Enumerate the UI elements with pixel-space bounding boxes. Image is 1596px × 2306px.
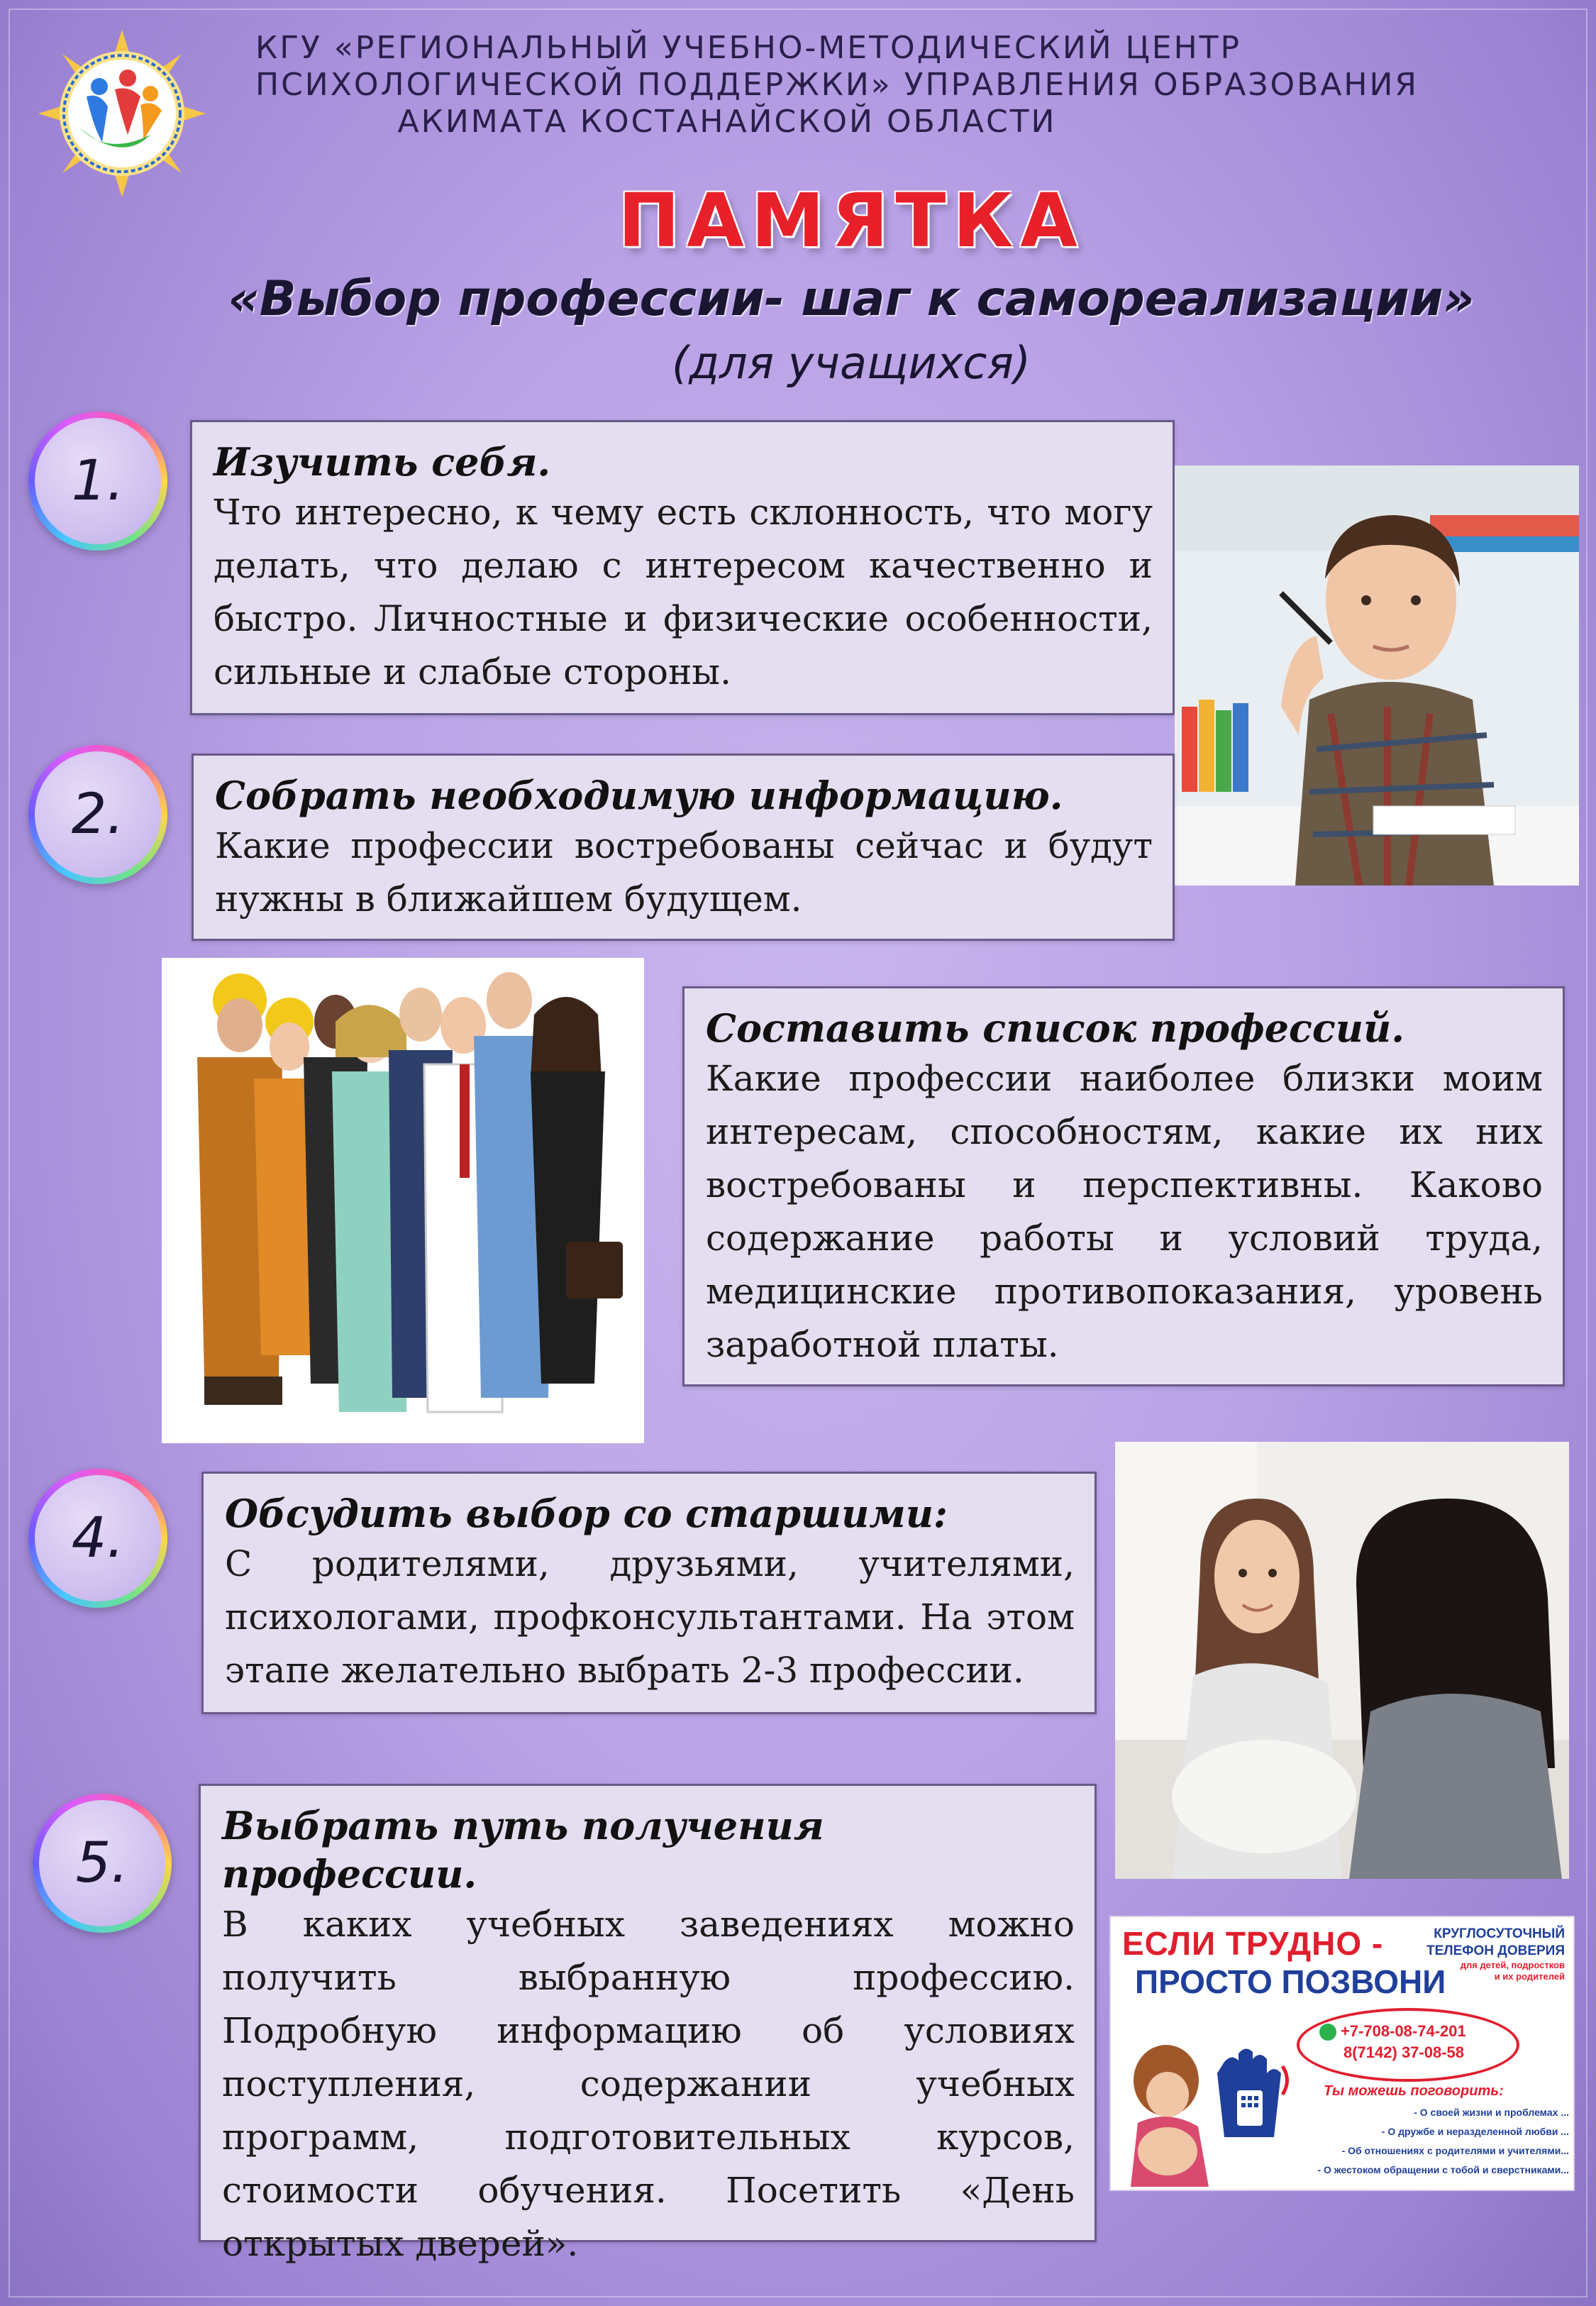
girls-talking-photo	[1115, 1442, 1569, 1879]
step-1-title: Изучить себя.	[214, 439, 551, 485]
step-5-number: 5.	[75, 1831, 129, 1895]
helpline-side-3: для детей, подростков	[1460, 1960, 1565, 1970]
step-2-title: Собрать необходимую информацию.	[215, 773, 1063, 818]
step-2-box	[192, 754, 1175, 941]
helpline-topic-1: - О своей жизни и проблемах ...	[1414, 2107, 1569, 2118]
step-3-box	[682, 986, 1565, 1386]
helpline-topic-4: - О жестоком обращении с тобой и сверстниками...	[1317, 2164, 1569, 2175]
step-2-number-badge	[28, 745, 167, 884]
step-5-text: В каких учебных заведениях можно получить выбранную профессию. Подробную информацию об условиях поступления, содержании учебных программ, подготовительных курсов, стоимости обучения. Посетить «День открытых дверей».	[222, 1904, 1075, 2264]
step-4-text: С родителями, друзьями, учителями, психологами, профконсультантами. На этом этапе желательно выбрать 2-3 профессии.	[225, 1543, 1075, 1691]
professions-group-photo	[162, 958, 644, 1443]
helpline-side-text	[1426, 1926, 1565, 1982]
helpline-headline-2: ПРОСТО ПОЗВОНИ	[1135, 1963, 1446, 2000]
step-1-text: Что интересно, к чему есть склонность, что могу делать, что делаю с интересом качественно и быстро. Личностные и физические особенности, сильные и слабые стороны.	[214, 492, 1153, 693]
org-line-2: ПСИХОЛОГИЧЕСКОЙ ПОДДЕРЖКИ» УПРАВЛЕНИЯ ОБРАЗОВАНИЯ	[255, 67, 1419, 103]
memo-audience: (для учащихся)	[672, 337, 1031, 389]
helpline-headline-1: ЕСЛИ ТРУДНО -	[1122, 1925, 1384, 1962]
step-4-title: Обсудить выбор со старшими:	[225, 1491, 948, 1536]
whatsapp-icon	[1319, 2024, 1336, 2041]
helpline-side-4: и их родителей	[1494, 1971, 1565, 1982]
helpline-phone-2: 8(7142) 37-08-58	[1343, 2043, 1465, 2061]
org-line-3: АКИМАТА КОСТАНАЙСКОЙ ОБЛАСТИ	[397, 104, 1057, 140]
helpline-topic-3: - Об отношениях с родителями и учителями...	[1341, 2145, 1569, 2156]
step-2-text: Какие профессии востребованы сейчас и будут нужны в ближайшем будущем.	[215, 825, 1153, 920]
organization-name	[255, 30, 1419, 140]
helpline-topics	[1231, 2103, 1569, 2180]
phone-numbers-bubble	[1297, 2008, 1519, 2082]
step-4-number-badge	[28, 1469, 167, 1608]
step-1-box	[190, 420, 1175, 715]
helpline-side-1: КРУГЛОСУТОЧНЫЙ	[1434, 1926, 1565, 1941]
helpline-topic-2: - О дружбе и неразделенной любви ...	[1381, 2126, 1569, 2137]
step-1-number-badge	[28, 412, 167, 551]
step-1-number: 1.	[71, 449, 125, 513]
helpline-side-2: ТЕЛЕФОН ДОВЕРИЯ	[1426, 1943, 1565, 1958]
helpline-banner	[1109, 1916, 1575, 2191]
helpline-talk-title: Ты можешь поговорить:	[1324, 2083, 1504, 2099]
helpline-phone-1: +7-708-08-74-201	[1341, 2022, 1466, 2040]
step-5-title: Выбрать путь получения профессии.	[222, 1803, 824, 1897]
teen-thinking-photo	[1175, 465, 1579, 886]
step-5-number-badge	[33, 1794, 172, 1933]
step-2-number: 2.	[71, 783, 125, 846]
step-3-title: Составить список профессий.	[706, 1005, 1405, 1051]
org-line-1: КГУ «РЕГИОНАЛЬНЫЙ УЧЕБНО-МЕТОДИЧЕСКИЙ ЦЕНТР	[255, 30, 1242, 66]
memo-title: ПАМЯТКА	[618, 177, 1085, 264]
memo-subtitle: «Выбор профессии- шаг к самореализации»	[228, 271, 1475, 327]
step-5-box	[199, 1784, 1097, 2264]
step-4-number: 4.	[71, 1506, 125, 1570]
center-logo	[37, 28, 207, 199]
step-3-text: Какие профессии наиболее близки моим интересам, способностям, какие их них востребованы и перспективны. Каково содержание работы и условий труда, медицинские противопоказания, уровень заработной платы.	[706, 1058, 1543, 1365]
step-4-box	[201, 1472, 1097, 1714]
